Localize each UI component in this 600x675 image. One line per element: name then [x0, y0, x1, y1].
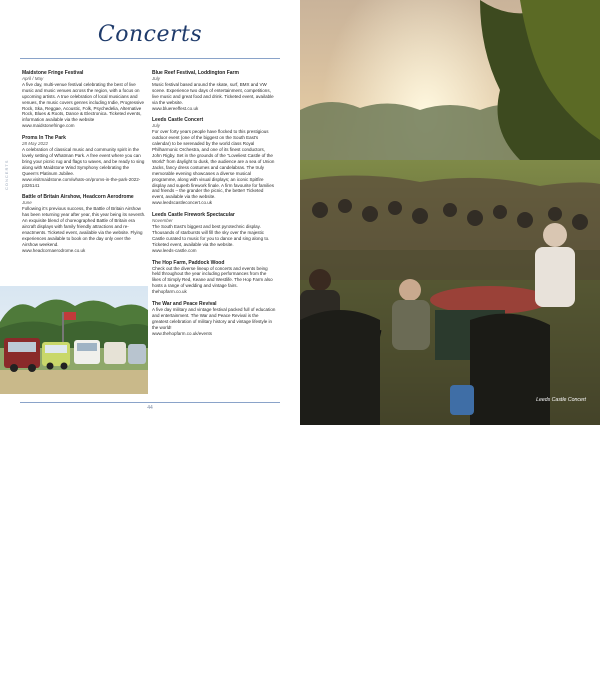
event-link[interactable]: www.leeds-castle.com: [152, 247, 197, 253]
event-blue-reef-festival: [152, 70, 276, 111]
event-leeds-castle-fireworks: [152, 212, 276, 253]
events-column-1: [22, 70, 146, 260]
photo-caption: Blue Reef Festival: [92, 670, 127, 675]
event-link[interactable]: www.visitmaidstone.com/whats-on/proms-in-the-park-2022-p326141: [22, 176, 141, 188]
page-title: Concerts: [97, 22, 203, 47]
event-date: 28 May 2022: [22, 141, 49, 147]
bottom-divider: [20, 402, 280, 403]
event-description: For over forty years people have flocked to this prestigious outdoor event (one of the biggest on the South East's calendar) to be serenaded by the world class Royal Philharmonic Orchestra, and one of its finest conductors, John Rigby. Set in the grounds of the "Loveliest Castle of the World" from daylight to dusk, the audience are a sea of Union Jacks, fancy dress costumes and candelabras. The truly memorable evening showcases a diverse musical programme, along with visual displays; an iconic Spitfire display and superb firework finale. A firm favourite for families and friends – the grander the picnic, the better! Ticketed event, available via the website.: [152, 129, 275, 200]
events-column-2: [152, 70, 276, 343]
event-date: July: [152, 123, 161, 129]
event-link[interactable]: www.leedscastleconcert.co.uk: [152, 200, 213, 206]
event-link[interactable]: thehopfarm.co.uk: [152, 289, 187, 295]
event-description: A five day military and vintage festival packed full of education and entertainment. The War and Peace Revival is the greatest celebration of military history and vintage lifestyle in the world!: [152, 307, 276, 330]
event-title: Leeds Castle Concert: [152, 117, 204, 124]
event-date: June: [22, 200, 32, 206]
title-divider: [20, 58, 280, 59]
event-date: July: [152, 76, 161, 81]
event-title: Battle of Britain Airshow, Headcorn Aerodrome: [22, 194, 134, 201]
event-link[interactable]: www.headcornaerodrome.co.uk: [22, 247, 86, 253]
event-title: Maidstone Fringe Festival: [22, 70, 84, 76]
event-link[interactable]: www.thehopfarm.co.uk/events: [152, 330, 213, 336]
event-date: November: [152, 218, 173, 224]
event-description: A celebration of classical music and community spirit in the lovely setting of Whatman Park. A free event where you can bring your picnic rug and flags to waves, and be ready to sing along with Maidstone Wind Symphony celebrating the Queen's Platinum Jubilee.: [22, 147, 145, 176]
event-leeds-castle-concert: [152, 117, 276, 206]
event-war-and-peace-revival: [152, 301, 276, 337]
event-link[interactable]: www.bluereeffest.co.uk: [152, 105, 199, 111]
event-description: Music festival based around the skate, surf, BMX and VW scene. Experience two days of entertainment, competitions, live music and great food and drink. Ticketed event, available via the website.: [152, 81, 274, 105]
event-link[interactable]: www.maidstonefringe.com: [22, 123, 75, 129]
photo-caption: Leeds Castle Concert: [536, 397, 586, 403]
concert-crowd-photo: [300, 0, 600, 425]
event-title: The Hop Farm, Paddock Wood: [152, 259, 225, 266]
event-title: The War and Peace Revival: [152, 301, 217, 308]
event-description: The South East's biggest and best pyrotechnic display. Thousands of starbursts will fill the sky over the majestic Castle curated to music for you to dance and sing along to. Ticketed event, available via the website.: [152, 224, 270, 247]
event-description: Following it's previous success, the Battle of Britain Airshow has been returning year after year, this year being its seventh. An exquisite blend of choreographed Battle of Britain era aircraft displays with family friendly attractions and re-enactments. Ticketed event, available via the website. Flying experiences available to book on the day only over the Airshow weekend.: [22, 206, 146, 247]
event-title: Leeds Castle Firework Spectacular: [152, 212, 235, 219]
event-battle-of-britain-airshow: [22, 194, 146, 253]
section-side-tag: CONCERTS: [4, 159, 9, 190]
event-description: A five day, multi-venue festival celebrating the best of live music and music venues across the region, with a focus on upcoming artists. A true celebration of local musicians and venues, the music covers genres including Indie, Progressive Rock, Ska, Reggae, Acoustic, Folk, Psychedelia, Alternative Rock, Blues & Roots, Dance & Electronica. Ticketed events, information available via the website: [22, 81, 145, 123]
page-number: 44: [147, 405, 153, 411]
right-page-photo: [300, 0, 600, 425]
event-hop-farm: [152, 260, 276, 296]
event-title: Proms In The Park: [22, 135, 66, 142]
event-maidstone-fringe: [22, 70, 146, 129]
festival-photo: [0, 286, 148, 675]
festival-photo-illustration: [0, 286, 148, 394]
event-proms-in-the-park: [22, 135, 146, 188]
event-date: April / May: [22, 76, 44, 81]
event-title: Blue Reef Festival, Loddington Farm: [152, 70, 239, 76]
event-description: Check out the diverse lineup of concerts and events being held throughout the year including performances from the likes of Simply Red, Keane and Westlife. The Hop Farm also hosts a range of wedding and vintage fairs.: [152, 265, 273, 289]
